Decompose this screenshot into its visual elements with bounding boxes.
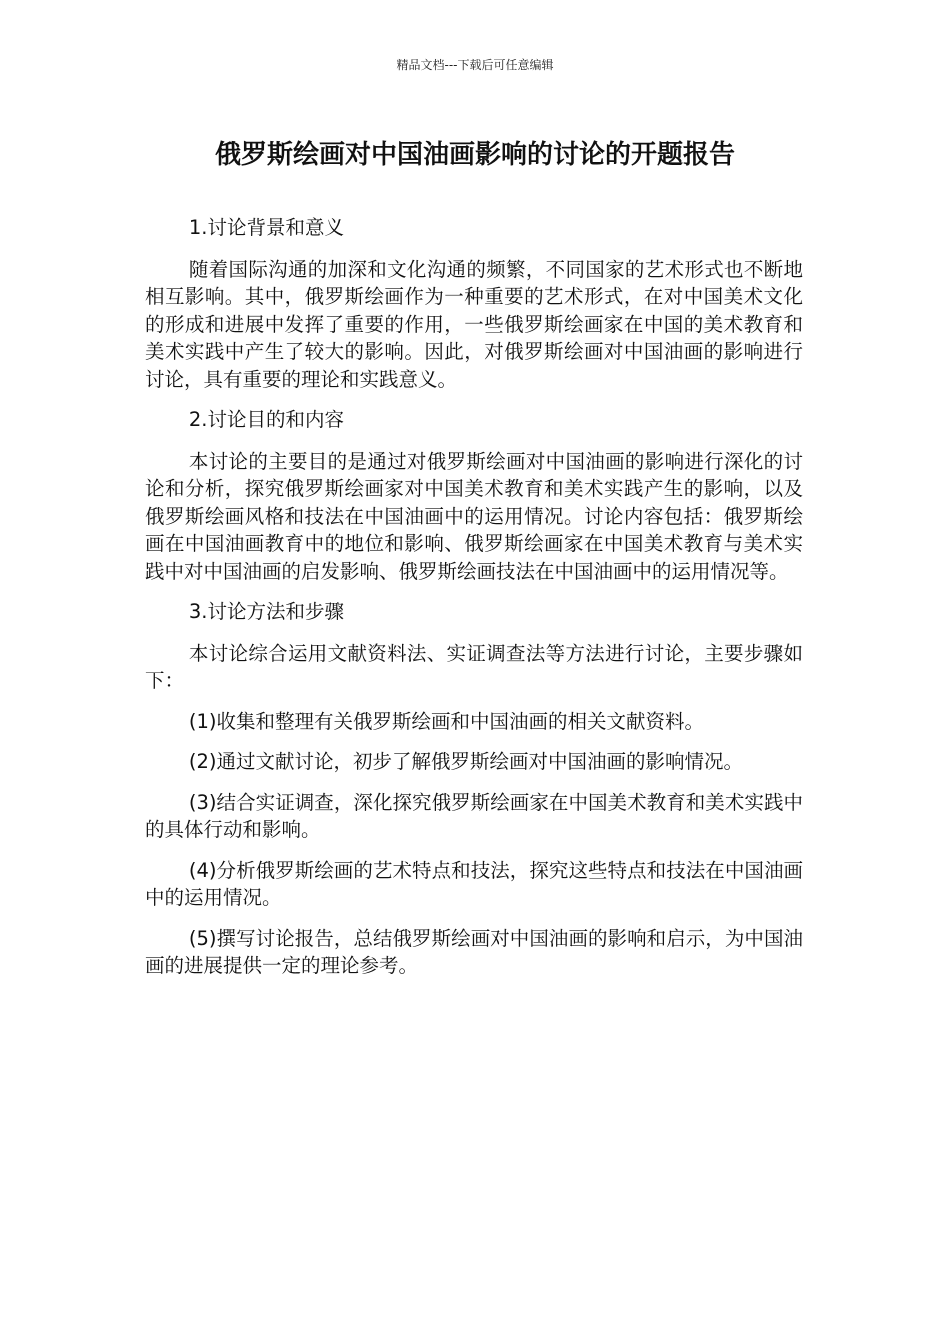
paragraph-purpose: 本讨论的主要目的是通过对俄罗斯绘画对中国油画的影响进行深化的讨论和分析，探究俄罗斯绘画家对中国美术教育和美术实践产生的影响，以及俄罗斯绘画风格和技法在中国油画中的运用情况。讨论内容包括：俄罗斯绘画在中国油画教育中的地位和影响、俄罗斯绘画家在中国美术教育与美术实践中对中国油画的启发影响、俄罗斯绘画技法在中国油画中的运用情况等。 <box>145 449 803 583</box>
step-item-3: (3)结合实证调查，深化探究俄罗斯绘画家在中国美术教育和美术实践中的具体行动和影响。 <box>145 790 803 841</box>
step-item-5: (5)撰写讨论报告，总结俄罗斯绘画对中国油画的影响和启示，为中国油画的进展提供一定的理论参考。 <box>145 926 803 977</box>
section-heading-purpose: 2.讨论目的和内容 <box>188 408 344 431</box>
document-body <box>145 214 803 993</box>
step-item-2: (2)通过文献讨论，初步了解俄罗斯绘画对中国油画的影响情况。 <box>188 750 743 773</box>
step-item-4: (4)分析俄罗斯绘画的艺术特点和技法，探究这些特点和技法在中国油画中的运用情况。 <box>145 858 803 909</box>
section-heading-background: 1.讨论背景和意义 <box>188 216 344 239</box>
document-title: 俄罗斯绘画对中国油画影响的讨论的开题报告 <box>214 140 735 170</box>
paragraph-background: 随着国际沟通的加深和文化沟通的频繁，不同国家的艺术形式也不断地相互影响。其中，俄罗斯绘画作为一种重要的艺术形式，在对中国美术文化的形成和进展中发挥了重要的作用，一些俄罗斯绘画家在中国的美术教育和美术实践中产生了较大的影响。因此，对俄罗斯绘画对中国油画的影响进行讨论，具有重要的理论和实践意义。 <box>145 257 803 391</box>
section-heading-methods: 3.讨论方法和步骤 <box>188 600 344 623</box>
step-item-1: (1)收集和整理有关俄罗斯绘画和中国油画的相关文献资料。 <box>188 709 704 733</box>
header-note: 精品文档---下载后可任意编辑 <box>396 58 554 72</box>
paragraph-methods-intro: 本讨论综合运用文献资料法、实证调查法等方法进行讨论，主要步骤如下： <box>145 641 803 692</box>
